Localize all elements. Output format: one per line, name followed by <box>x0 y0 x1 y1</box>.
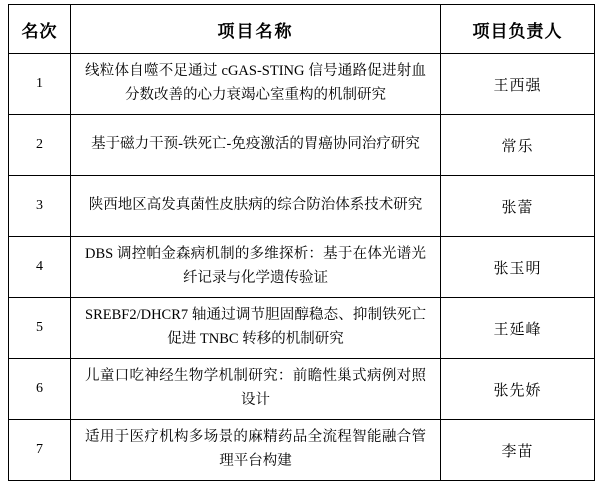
cell-rank: 4 <box>9 237 71 298</box>
cell-rank: 7 <box>9 420 71 481</box>
cell-project-name <box>71 54 441 115</box>
project-name-text: 儿童口吃神经生物学机制研究：前瞻性巢式病例对照设计 <box>85 368 426 408</box>
cell-project-leader: 王延峰 <box>441 298 595 359</box>
table-body <box>9 54 595 481</box>
table-header <box>9 5 595 54</box>
project-name-text: 基于磁力干预-铁死亡-免疫激活的胃癌协同治疗研究 <box>91 136 420 153</box>
cell-project-name <box>71 420 441 481</box>
cell-project-leader: 李苗 <box>441 420 595 481</box>
document-page <box>0 4 603 488</box>
table-header-row <box>9 5 595 54</box>
cell-project-leader: 张蕾 <box>441 176 595 237</box>
cell-rank: 3 <box>9 176 71 237</box>
cell-project-name <box>71 298 441 359</box>
project-name-text: DBS 调控帕金森病机制的多维探析：基于在体光谱光纤记录与化学遗传验证 <box>85 246 426 286</box>
column-header-rank: 名次 <box>9 5 71 54</box>
table-row <box>9 420 595 481</box>
cell-project-name <box>71 176 441 237</box>
cell-project-leader: 常乐 <box>441 115 595 176</box>
cell-project-name <box>71 359 441 420</box>
table-row <box>9 176 595 237</box>
cell-rank: 5 <box>9 298 71 359</box>
cell-rank: 2 <box>9 115 71 176</box>
column-header-project-leader: 项目负责人 <box>441 5 595 54</box>
cell-rank: 1 <box>9 54 71 115</box>
cell-rank: 6 <box>9 359 71 420</box>
cell-project-leader: 张先娇 <box>441 359 595 420</box>
cell-project-leader: 王西强 <box>441 54 595 115</box>
project-name-text: SREBF2/DHCR7 轴通过调节胆固醇稳态、抑制铁死亡促进 TNBC 转移的机制研究 <box>85 307 426 347</box>
cell-project-leader: 张玉明 <box>441 237 595 298</box>
table-row <box>9 298 595 359</box>
project-name-text: 适用于医疗机构多场景的麻精药品全流程智能融合管理平台构建 <box>85 429 426 469</box>
table-row <box>9 115 595 176</box>
project-name-text: 线粒体自噬不足通过 cGAS-STING 信号通路促进射血分数改善的心力衰竭心室重构的机制研究 <box>85 63 426 103</box>
cell-project-name <box>71 115 441 176</box>
cell-project-name <box>71 237 441 298</box>
table-row <box>9 359 595 420</box>
project-ranking-table <box>8 4 595 481</box>
project-name-text: 陕西地区高发真菌性皮肤病的综合防治体系技术研究 <box>88 197 423 214</box>
table-row <box>9 237 595 298</box>
column-header-project-name: 项目名称 <box>71 5 441 54</box>
table-row <box>9 54 595 115</box>
